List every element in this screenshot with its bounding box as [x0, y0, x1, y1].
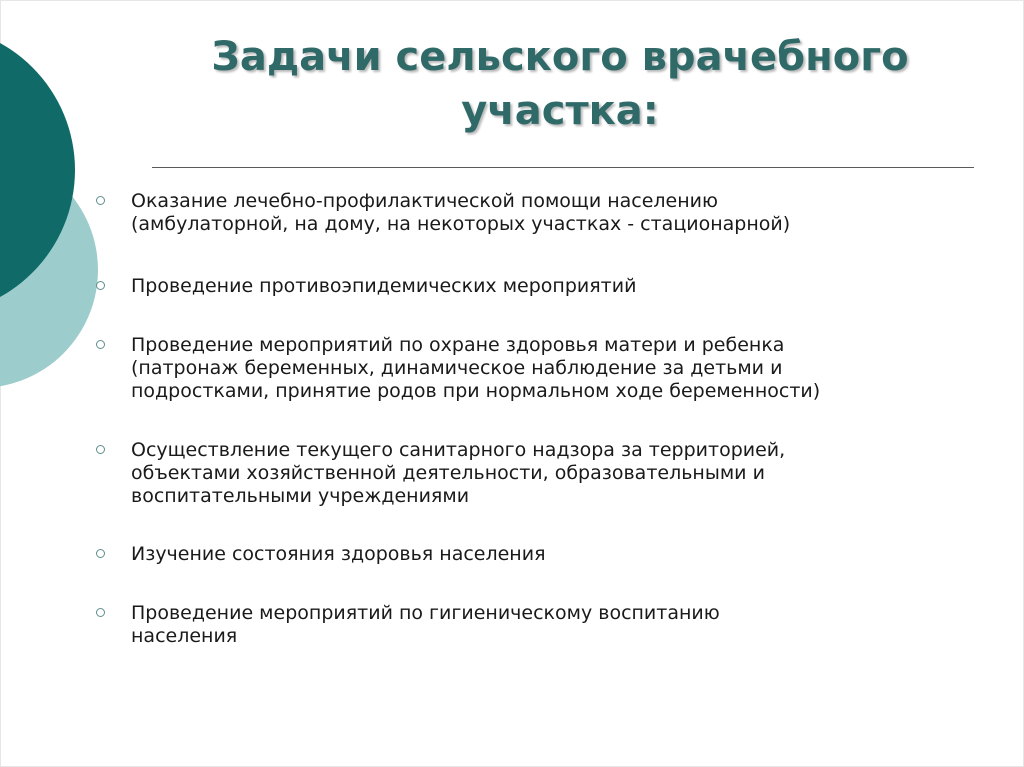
slide-title: Задачи сельского врачебного участка: — [211, 34, 909, 134]
list-item-text: Осуществление текущего санитарного надзора за территорией, объектами хозяйственной деятельности, образовательными и воспитательными учреждениями — [131, 439, 786, 507]
list-item-text: Проведение противоэпидемических мероприятий — [131, 275, 637, 297]
circle-bullet-icon — [96, 340, 105, 349]
title-divider — [152, 167, 974, 168]
list-item-text: Изучение состояния здоровья населения — [131, 543, 546, 565]
circle-bullet-icon — [96, 549, 105, 558]
circle-bullet-icon — [96, 608, 105, 617]
decorative-circles — [0, 0, 130, 420]
circle-bullet-icon — [96, 445, 105, 454]
list-item-text: Проведение мероприятий по охране здоровья матери и ребенка (патронаж беременных, динамическое наблюдение за детьми и подростками, принятие родов при нормальном ходе беременности) — [131, 334, 821, 402]
list-item-text: Оказание лечебно-профилактической помощи населению (амбулаторной, на дому, на некоторых участках - стационарной) — [131, 190, 791, 235]
circle-bullet-icon — [96, 281, 105, 290]
list-item-text: Проведение мероприятий по гигиеническому воспитанию населения — [131, 602, 720, 647]
circle-bullet-icon — [96, 196, 105, 205]
